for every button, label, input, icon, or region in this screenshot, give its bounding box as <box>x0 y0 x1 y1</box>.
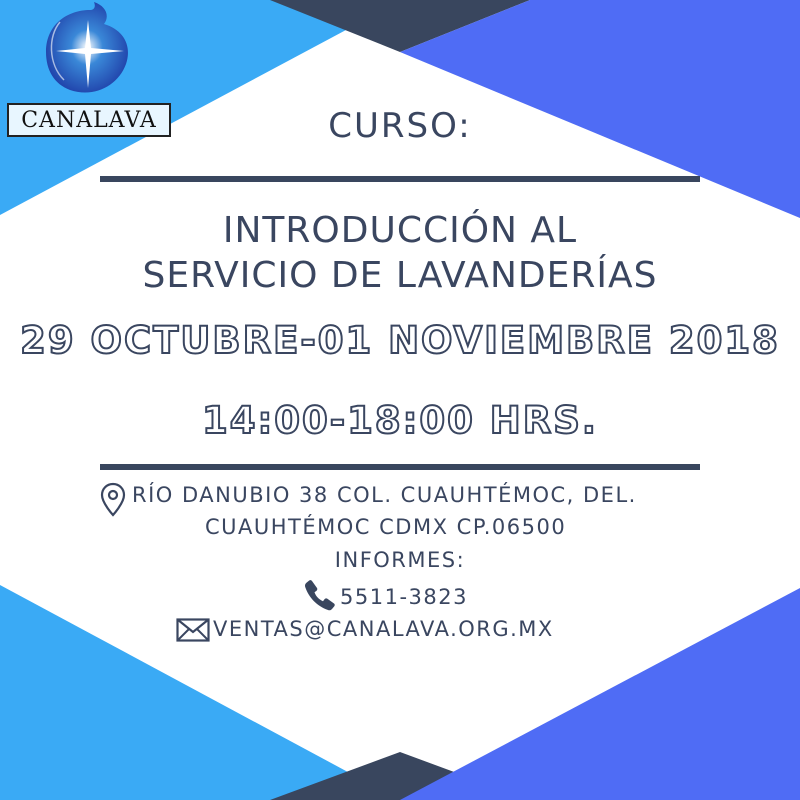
course-title-line1: INTRODUCCIÓN AL <box>222 210 578 251</box>
course-title-line2: SERVICIO DE LAVANDERÍAS <box>142 255 658 296</box>
location-pin-icon <box>100 482 126 518</box>
informes-label: INFORMES: <box>334 548 466 572</box>
email-address[interactable]: VENTAS@CANALAVA.ORG.MX <box>213 617 554 641</box>
course-title <box>0 208 800 298</box>
address-line1: RÍO DANUBIO 38 COL. CUAUHTÉMOC, DEL. <box>132 483 637 507</box>
divider-top <box>100 176 700 182</box>
envelope-icon <box>176 618 210 642</box>
course-dates: 29 OCTUBRE-01 NOVIEMBRE 2018 <box>20 319 780 362</box>
course-header: CURSO: <box>328 106 472 146</box>
phone-number[interactable]: 5511-3823 <box>340 585 468 609</box>
phone-icon <box>304 579 336 611</box>
brand-name: CANALAVA <box>21 107 157 133</box>
course-hours: 14:00-18:00 HRS. <box>202 399 598 442</box>
address-line2: CUAUHTÉMOC CDMX CP.06500 <box>205 515 567 539</box>
canalava-logo-icon <box>38 2 138 102</box>
divider-bottom <box>100 464 700 470</box>
